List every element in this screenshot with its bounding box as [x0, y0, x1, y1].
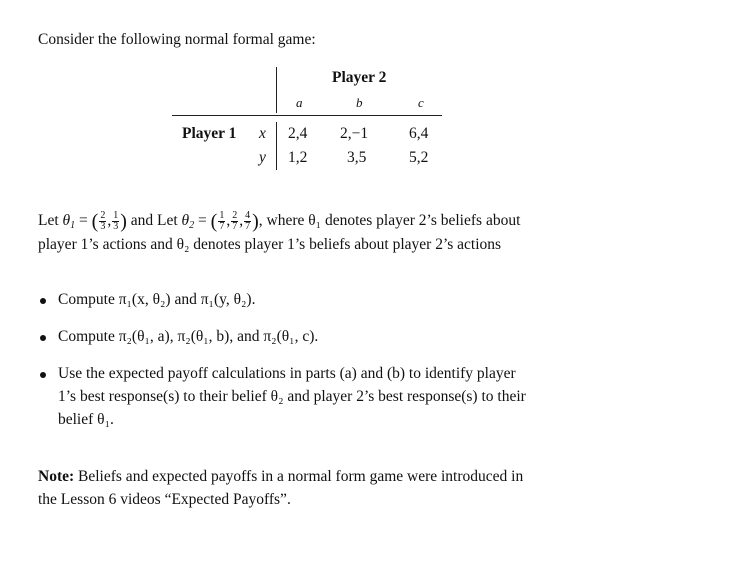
theta-1-symbol: $\theta_1$: [62, 212, 76, 231]
note-label: Note:: [38, 468, 75, 485]
beliefs-line-2: player 1’s actions and θ₂ denotes player 1’s beliefs about player 2’s actions: [38, 236, 502, 253]
task-item-3-line-3: belief θ₁.: [58, 411, 114, 428]
theta1-fraction-1: $\frac{2}{3}$: [100, 209, 106, 232]
task-item-1: Compute π₁(x, θ₂) and π₁(y, θ₂).: [58, 291, 256, 308]
payoff-y-b: 3,5: [347, 149, 367, 166]
column-action-c: c: [418, 95, 424, 110]
let-word-1: Let: [38, 212, 59, 229]
payoff-y-c: 5,2: [409, 149, 429, 166]
row-action-x: x: [259, 125, 266, 142]
theta2-fraction-2: $\frac{2}{7}$: [232, 209, 238, 232]
bullet-dot-2: [40, 335, 46, 341]
beliefs-line-1: Let $\theta_1$ = ( $\frac{2}{3}$ , $\frac{1}{3}$ ) and Let $\theta_2$ = ( $\frac{1}{7}$ , $\frac{2}{7}$ , $\frac{4}{7}$ ), where θ₁ denotes player 2’s beliefs about: [38, 209, 521, 233]
row-player-label: Player 1: [182, 125, 237, 142]
theta-2-symbol: $\theta_2$: [181, 212, 195, 231]
theta2-fraction-3: $\frac{4}{7}$: [245, 209, 251, 232]
note-line-1: [38, 468, 523, 486]
header-rule: [172, 115, 442, 116]
bullet-dot-3: [40, 372, 46, 378]
payoff-x-b: 2,−1: [340, 125, 369, 142]
let-word-2: and Let: [130, 212, 178, 229]
column-player-label: Player 2: [332, 69, 387, 86]
task-item-2: Compute π₂(θ₁, a), π₂(θ₁, b), and π₂(θ₁, c).: [58, 328, 319, 345]
task-item-3-line-2: 1’s best response(s) to their belief θ₂ and player 2’s best response(s) to their: [58, 388, 526, 405]
column-action-a: a: [296, 95, 303, 110]
bullet-dot-1: [40, 298, 46, 304]
payoff-x-a: 2,4: [288, 125, 308, 142]
note-text-1: Beliefs and expected payoffs in a normal form game were introduced in: [78, 468, 524, 485]
column-action-b: b: [356, 95, 363, 110]
beliefs-rest-line-1: , where θ₁ denotes player 2’s beliefs about: [258, 212, 521, 229]
payoff-x-c: 6,4: [409, 125, 429, 142]
column-divider-bottom: [276, 122, 277, 170]
row-action-y: y: [259, 149, 266, 166]
task-item-3-line-1: Use the expected payoff calculations in parts (a) and (b) to identify player: [58, 365, 516, 382]
theta1-fraction-2: $\frac{1}{3}$: [113, 209, 119, 232]
note-line-2: the Lesson 6 videos “Expected Payoffs”.: [38, 491, 291, 508]
column-divider-top: [276, 67, 277, 113]
intro-text: Consider the following normal formal game:: [38, 31, 316, 48]
theta2-fraction-1: $\frac{1}{7}$: [219, 209, 225, 232]
payoff-y-a: 1,2: [288, 149, 308, 166]
